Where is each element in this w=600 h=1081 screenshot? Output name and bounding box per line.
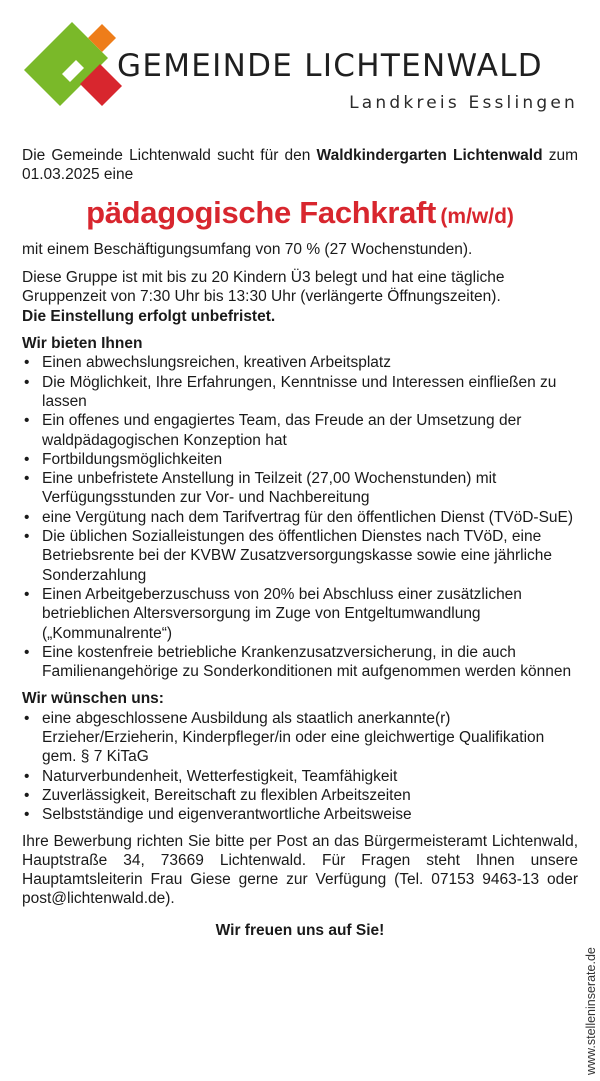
list-item: • Die Möglichkeit, Ihre Erfahrungen, Kenntnisse und Interessen einfließen zu lassen [24, 373, 557, 410]
job-title [22, 194, 578, 230]
bullet-icon: • [24, 786, 30, 804]
list-item: • Die üblichen Sozialleistungen des öffentlichen Dienstes nach TVöD, eine Betriebsrente bei der KVBW Zusatzversorgungskasse sowie eine jährliche Sonderzahlung [24, 528, 553, 584]
intro-bold: Waldkindergarten Lichtenwald [316, 147, 543, 164]
intro-text [22, 146, 578, 185]
offer-heading: Wir bieten Ihnen [22, 335, 143, 353]
wish-list [22, 709, 578, 825]
list-item: • Selbstständige und eigenverantwortliche Arbeitsweise [24, 806, 412, 824]
bullet-icon: • [24, 643, 30, 661]
scope-text: mit einem Beschäftigungsumfang von 70 % (27 Wochenstunden). [22, 240, 473, 258]
signoff: Wir freuen uns auf Sie! [215, 921, 385, 939]
bullet-icon: • [24, 767, 30, 785]
list-item: • Fortbildungsmöglichkeiten [24, 450, 223, 468]
bullet-icon: • [24, 470, 30, 488]
municipality-logo [22, 20, 132, 120]
bullet-icon: • [24, 373, 30, 391]
intro-part1: Die Gemeinde Lichtenwald sucht für den [22, 147, 317, 164]
wish-heading: Wir wünschen uns: [22, 690, 164, 708]
list-item: • Eine unbefristete Anstellung in Teilzeit (27,00 Wochenstunden) mit Verfügungsstunden zur Vor- und Nachbereitung [24, 470, 497, 507]
header [0, 0, 600, 135]
ad-body [22, 146, 578, 940]
list-item: • Zuverlässigkeit, Bereitschaft zu flexiblen Arbeitszeiten [24, 786, 411, 804]
bullet-icon: • [24, 412, 30, 430]
list-item: • Ein offenes und engagiertes Team, das Freude an der Umsetzung der waldpädagogischen Konzeption hat [24, 412, 522, 449]
application-instructions: Ihre Bewerbung richten Sie bitte per Post an das Bürgermeisteramt Lichtenwald, Hauptstraße 34, 73669 Lichtenwald. Für Fragen steht Ihnen unsere Hauptamtsleiterin Frau Giese gerne zur Verfügung (Tel. 07153 9463-13 oder post@lichtenwald.de). [22, 832, 578, 908]
offer-list [22, 353, 578, 681]
list-item: • eine Vergütung nach dem Tarifvertrag für den öffentlichen Dienst (TVöD-SuE) [24, 508, 574, 526]
vertical-source-url[interactable]: www.stelleninserate.de [584, 947, 598, 1075]
org-district: Landkreis Esslingen [349, 93, 578, 113]
group-info: Diese Gruppe ist mit bis zu 20 Kindern Ü3 belegt und hat eine tägliche Gruppenzeit von 7:30 Uhr bis 13:30 Uhr (verlängerte Öffnungszeiten). [22, 269, 505, 306]
bullet-icon: • [24, 528, 30, 546]
bullet-icon: • [24, 806, 30, 824]
list-item: • eine abgeschlossene Ausbildung als staatlich anerkannte(r) Erzieher/Erzieherin, Kinderpfleger/in oder eine gleichwertige Qualifikation gem. § 7 KiTaG [24, 709, 545, 766]
job-title-main: pädagogische Fachkraft [86, 194, 437, 230]
bullet-icon: • [24, 508, 30, 526]
list-item: • Einen abwechslungsreichen, kreativen Arbeitsplatz [24, 354, 391, 372]
list-item: • Einen Arbeitgeberzuschuss von 20% bei Abschluss einer zusätzlichen betrieblichen Altersversorgung im Zuge von Entgeltumwandlung („Kommunalrente“) [24, 585, 522, 642]
org-name: GEMEINDE LICHTENWALD [117, 48, 543, 84]
intro-part2: zum 01.03.2025 eine [22, 147, 578, 184]
bullet-icon: • [24, 585, 30, 603]
list-item: • Naturverbundenheit, Wetterfestigkeit, Teamfähigkeit [24, 767, 398, 785]
job-title-suffix: (m/w/d) [440, 204, 514, 228]
bullet-icon: • [24, 354, 30, 372]
bullet-icon: • [24, 450, 30, 468]
bullet-icon: • [24, 709, 30, 727]
list-item: • Eine kostenfreie betriebliche Krankenzusatzversicherung, in die auch Familienangehörige zu Sonderkonditionen mit aufgenommen werden können [24, 643, 572, 681]
permanent-note: Die Einstellung erfolgt unbefristet. [22, 307, 276, 325]
